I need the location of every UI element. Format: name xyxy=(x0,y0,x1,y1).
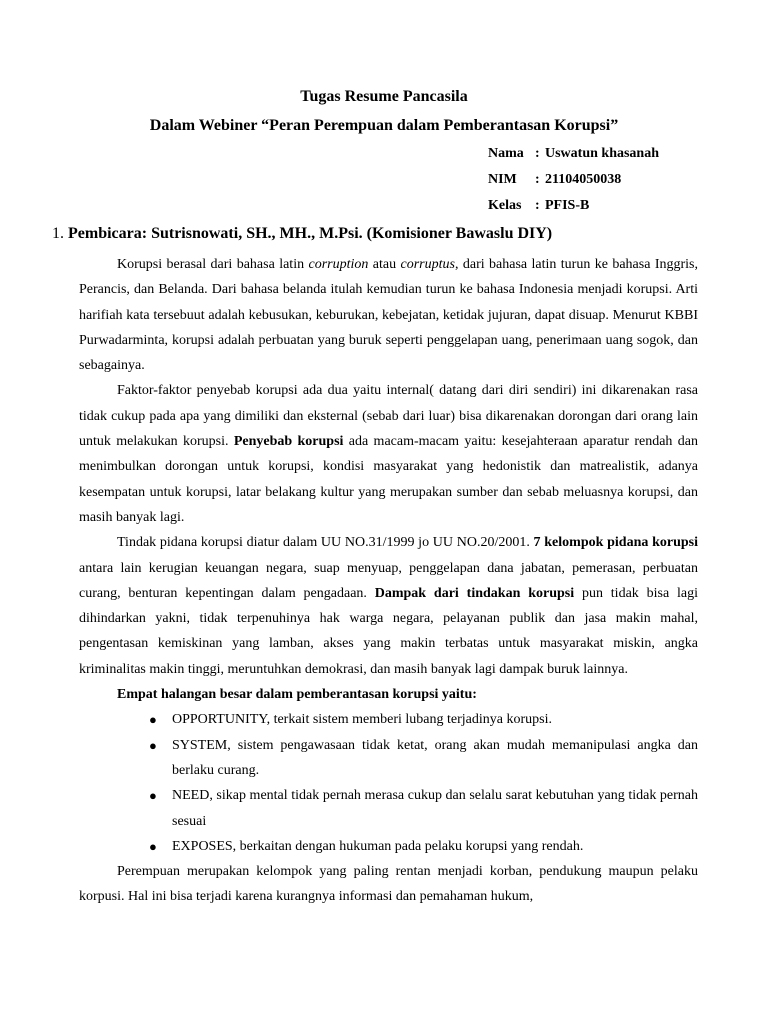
text-run: atau xyxy=(368,257,401,272)
paragraph-causes xyxy=(79,378,698,530)
list-item xyxy=(149,733,698,784)
bullet-icon: ● xyxy=(149,737,157,753)
meta-label: Nama xyxy=(488,146,524,161)
meta-value: 21104050038 xyxy=(545,172,622,187)
section-heading-text: Pembicara: Sutrisnowati, SH., MH., M.Psi. (Komisioner Bawaslu DIY) xyxy=(68,225,553,242)
section-number: 1. xyxy=(52,225,64,242)
text-run: ada macam-macam yaitu: kesejahteraan aparatur rendah dan menimbulkan dorongan untuk korupsi, kondisi masyarakat yang hedonistik dan matrealistik, adanya kesempatan untuk korupsi, latar belakang kultur yang merupakan sumber dan sebab meluasnya korupsi, dan masih banyak lagi. xyxy=(79,434,698,525)
paragraph-law-impact xyxy=(79,530,698,682)
list-item xyxy=(149,834,698,859)
italic-term: corruption xyxy=(308,257,369,272)
text-run: , dari bahasa latin turun ke bahasa Inggris, Perancis, dan Belanda. Dari bahasa belanda itulah kemudian turun ke bahasa Indonesia menjadi korupsi. Arti harifiah kata tersebuut adalah kebusukan, keburukan, kebejatan, ketidak jujuran, dapat disuap. Menurut KBBI Purwadarminta, korupsi adalah perbuatan yang buruk seperti penggelapan uang, penerimaan uang sogok, dan sebagainya. xyxy=(79,257,698,374)
document-title: Tugas Resume Pancasila xyxy=(300,88,468,105)
list-item-text: EXPOSES, berkaitan dengan hukuman pada pelaku korupsi yang rendah. xyxy=(172,838,584,854)
meta-separator: : xyxy=(535,146,540,161)
meta-label: NIM xyxy=(488,172,517,187)
bold-term: 7 kelompok pidana korupsi xyxy=(533,535,698,551)
list-heading: Empat halangan besar dalam pemberantasan korupsi yaitu: xyxy=(117,687,477,703)
bullet-icon: ● xyxy=(149,838,157,854)
document-body xyxy=(79,252,698,910)
bold-term: Dampak dari tindakan korupsi xyxy=(374,585,575,601)
italic-term: corruptus xyxy=(400,257,455,272)
meta-separator: : xyxy=(535,172,540,187)
document-subtitle: Dalam Webiner “Peran Perempuan dalam Pemberantasan Korupsi” xyxy=(149,117,619,134)
meta-row-nama xyxy=(488,146,659,162)
meta-label: Kelas xyxy=(488,198,522,213)
list-item xyxy=(149,783,698,834)
bold-term: Penyebab korupsi xyxy=(233,434,344,450)
text-run: Korupsi berasal dari bahasa latin xyxy=(117,257,309,272)
paragraph-definition xyxy=(79,252,698,378)
paragraph-women: Perempuan merupakan kelompok yang paling rentan menjadi korban, pendukung maupun pelaku korpusi. Hal ini bisa terjadi karena kurangnya informasi dan pemahaman hukum, xyxy=(79,864,698,905)
list-item-text: NEED, sikap mental tidak pernah merasa cukup dan selalu sarat kebutuhan yang tidak pernah sesuai xyxy=(172,788,698,829)
text-run: Faktor-faktor penyebab korupsi ada dua yaitu internal( datang dari diri sendiri) ini dikarenakan rasa tidak cukup pada apa yang dimiliki dan eksternal (sebab dari luar) bisa dikarenakan dorongan dari orang lain untuk melakukan korupsi. xyxy=(79,383,698,450)
list-item xyxy=(149,707,698,732)
meta-row-kelas xyxy=(488,198,589,214)
obstacle-list xyxy=(79,707,698,859)
meta-row-nim xyxy=(488,172,621,188)
bullet-icon: ● xyxy=(149,788,157,804)
meta-separator: : xyxy=(535,198,540,213)
meta-value: Uswatun khasanah xyxy=(545,146,659,161)
list-item-text: OPPORTUNITY, terkait sistem memberi lubang terjadinya korupsi. xyxy=(172,712,552,728)
text-run: Tindak pidana korupsi diatur dalam UU NO.31/1999 jo UU NO.20/2001. xyxy=(117,535,534,551)
meta-value: PFIS-B xyxy=(545,198,590,213)
bullet-icon: ● xyxy=(149,712,157,728)
text-run: antara lain kerugian keuangan negara, suap menyuap, penggelapan dana jabatan, pemerasan, perbuatan curang, benturan kepentingan dalam pengadaan. xyxy=(79,560,698,601)
list-item-text: SYSTEM, sistem pengawasaan tidak ketat, orang akan mudah memanipulasi angka dan berlaku curang. xyxy=(172,737,698,778)
text-run: pun tidak bisa lagi dihindarkan yakni, tidak terpenuhinya hak warga negara, pelayanan publik dan jasa makin mahal, pengentasan kemiskinan yang lamban, akses yang makin terbatas untuk masyarakat miskin, angka kriminalitas makin tinggi, meruntuhkan demokrasi, dan masih banyak lagi dampak buruk lainnya. xyxy=(79,585,698,677)
section-heading xyxy=(52,225,552,243)
